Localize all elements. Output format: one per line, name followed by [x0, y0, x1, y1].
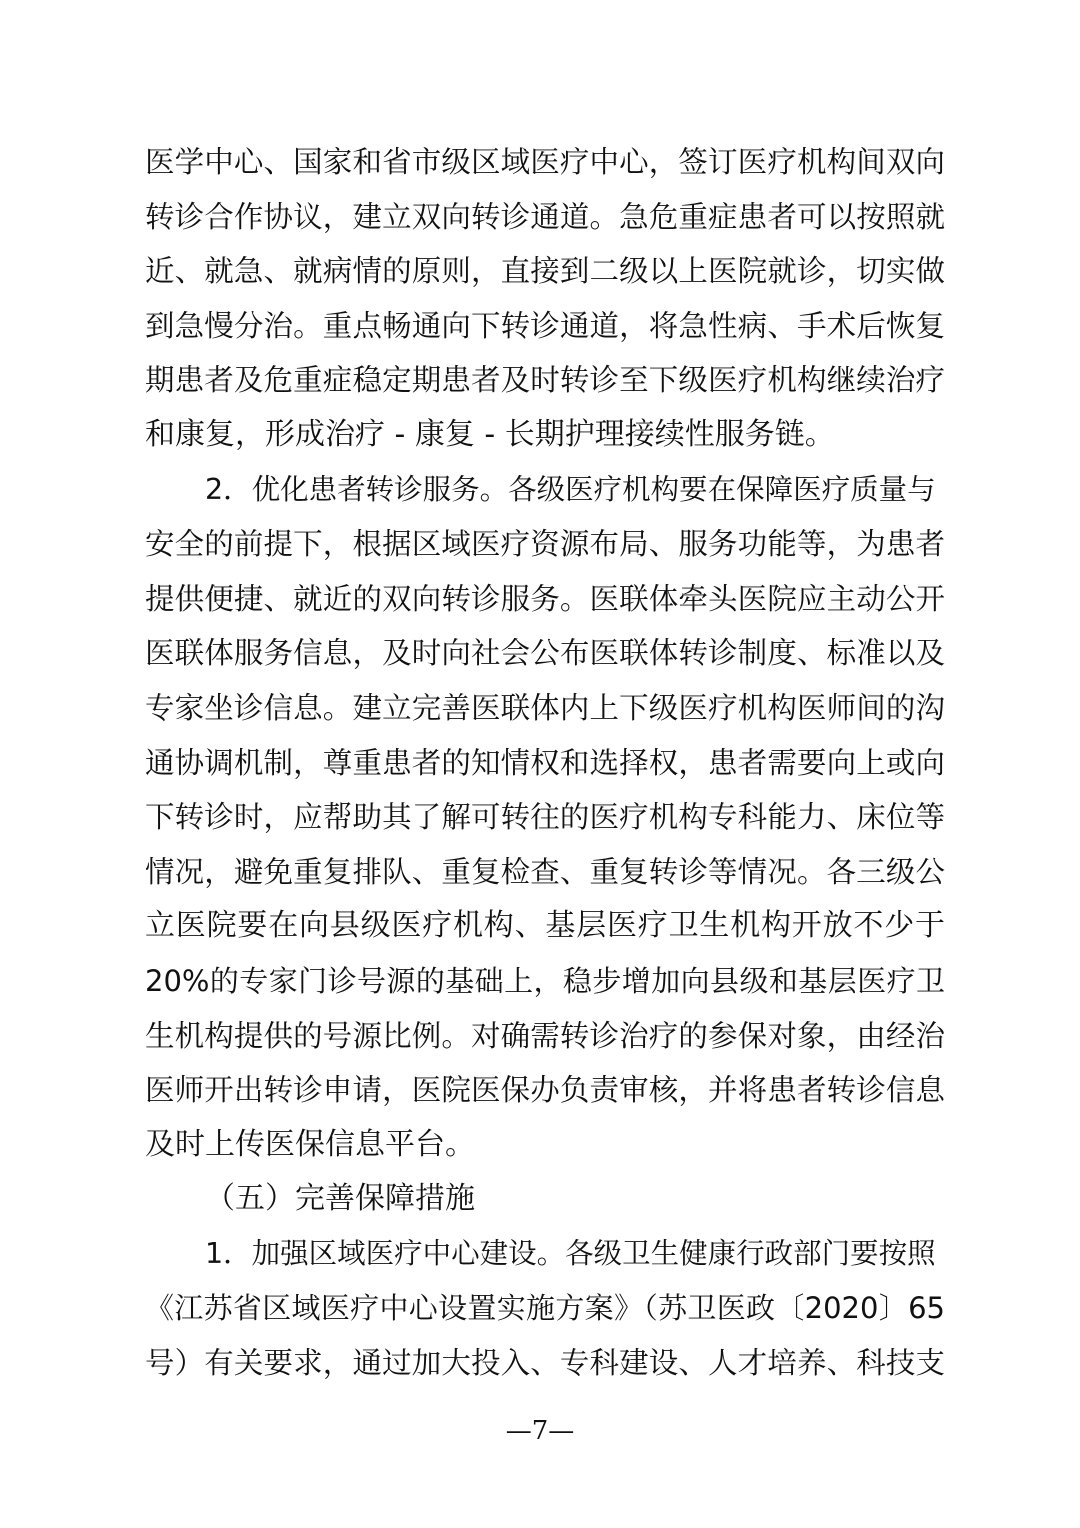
text-line: 情况，避免重复排队、重复检查、重复转诊等情况。各三级公 — [145, 854, 945, 889]
body-text — [145, 135, 945, 1391]
text-line: 立医院要在向县级医疗机构、基层医疗卫生机构开放不少于 — [145, 908, 945, 944]
text-line: 转诊合作协议，建立双向转诊通道。急危重症患者可以按照就 — [145, 199, 945, 234]
text-line: 医联体服务信息，及时向社会公布医联体转诊制度、标准以及 — [145, 636, 945, 671]
text-line: 及时上传医保信息平台。 — [145, 1126, 475, 1162]
text-line: 专家坐诊信息。建立完善医联体内上下级医疗机构医师间的沟 — [145, 690, 945, 725]
text-line: 号）有关要求，通过加大投入、专科建设、人才培养、科技支 — [145, 1346, 945, 1381]
text-line: 和康复，形成治疗 - 康复 - 长期护理接续性服务链。 — [145, 416, 835, 452]
text-line: 生机构提供的号源比例。对确需转诊治疗的参保对象，由经治 — [145, 1018, 945, 1053]
text-line: 提供便捷、就近的双向转诊服务。医联体牵头医院应主动公开 — [145, 581, 945, 616]
text-line: 期患者及危重症稳定期患者及时转诊至下级医疗机构继续治疗 — [145, 363, 945, 398]
text-line: 安全的前提下，根据区域医疗资源布局、服务功能等，为患者 — [145, 527, 945, 562]
text-line: 2．优化患者转诊服务。各级医疗机构要在保障医疗质量与 — [205, 472, 936, 506]
text-line: 1．加强区域医疗中心建设。各级卫生健康行政部门要按照 — [205, 1236, 936, 1270]
text-line: 下转诊时，应帮助其了解可转往的医疗机构专科能力、床位等 — [145, 800, 945, 835]
text-line: （五）完善保障措施 — [205, 1181, 475, 1217]
text-line: 医学中心、国家和省市级区域医疗中心，签订医疗机构间双向 — [145, 145, 945, 179]
text-line: 20%的专家门诊号源的基础上，稳步增加向县级和基层医疗卫 — [145, 963, 945, 998]
text-line: 《江苏省区域医疗中心设置实施方案》（苏卫医政〔2020〕65 — [145, 1291, 945, 1326]
text-line: 近、就急、就病情的原则，直接到二级以上医院就诊，切实做 — [145, 254, 945, 289]
text-line: 医师开出转诊申请，医院医保办负责审核，并将患者转诊信息 — [145, 1073, 945, 1108]
text-line: 到急慢分治。重点畅通向下转诊通道，将急性病、手术后恢复 — [145, 308, 945, 343]
text-line: 通协调机制，尊重患者的知情权和选择权，患者需要向上或向 — [145, 745, 945, 780]
page-number: —7— — [505, 1416, 575, 1446]
